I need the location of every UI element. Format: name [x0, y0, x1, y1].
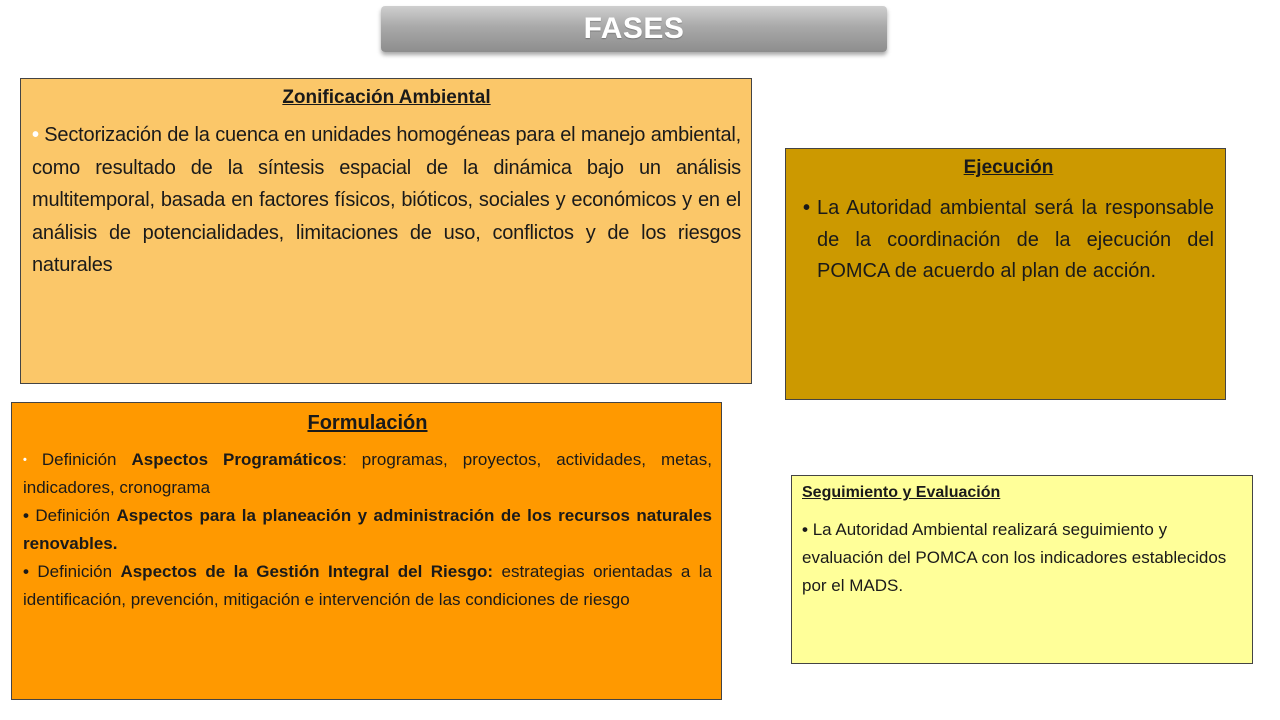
ejecucion-item: [803, 193, 1214, 288]
phases-title-banner: [381, 6, 887, 52]
zonificacion-title: Zonificación Ambiental: [282, 87, 491, 108]
seguimiento-title: Seguimiento y Evaluación: [802, 484, 1001, 501]
bullet-marker: •: [32, 124, 39, 146]
seguimiento-evaluacion-card: [791, 475, 1253, 664]
ejecucion-title: Ejecución: [963, 157, 1054, 178]
ejecucion-card: [785, 148, 1226, 400]
zonificacion-text: [32, 119, 741, 282]
zonificacion-ambiental-card: [20, 78, 752, 384]
phases-title: FASES: [583, 12, 685, 45]
formulacion-item-riesgo: [23, 558, 712, 614]
seguimiento-text: [802, 516, 1240, 600]
zonificacion-description: Sectorización de la cuenca en unidades homogéneas para el manejo ambiental, como resultado de la síntesis espacial de la dinámica bajo un análisis multitemporal, basada en factores físicos, bióticos, sociales y económicos y en el análisis de potencialidades, limitaciones de uso, conflictos y de los riesgos naturales: [32, 124, 741, 276]
bullet-marker: •: [23, 506, 29, 525]
formulacion-card: [11, 402, 722, 700]
seguimiento-description: La Autoridad Ambiental realizará seguimiento y evaluación del POMCA con los indicadores establecidos por el MADS.: [802, 520, 1227, 595]
item-rest-text: estrategias orientadas a la identificación, prevención, mitigación e intervención de las condiciones de riesgo: [23, 562, 712, 609]
bullet-marker: •: [23, 454, 27, 466]
item-bold-text: Aspectos Programáticos: [131, 450, 343, 469]
ejecucion-description: La Autoridad ambiental será la responsable de la coordinación de la ejecución del POMCA de acuerdo al plan de acción.: [817, 197, 1214, 282]
item-bold-text: Aspectos para la planeación y administración de los recursos naturales renovables.: [23, 506, 712, 553]
item-bold-text: Aspectos de la Gestión Integral del Riesgo:: [120, 562, 494, 581]
formulacion-item-programaticos: [23, 446, 712, 502]
bullet-marker: •: [802, 520, 808, 539]
bullet-marker: •: [803, 197, 811, 219]
item-prefix: Definición: [37, 562, 113, 581]
item-prefix: Definición: [35, 506, 111, 525]
item-rest-text: : programas, proyectos, actividades, metas, indicadores, cronograma: [23, 450, 712, 497]
formulacion-title: Formulación: [307, 412, 428, 434]
formulacion-item-recursos: [23, 502, 712, 558]
item-prefix: Definición: [41, 450, 117, 469]
bullet-marker: •: [23, 562, 29, 581]
